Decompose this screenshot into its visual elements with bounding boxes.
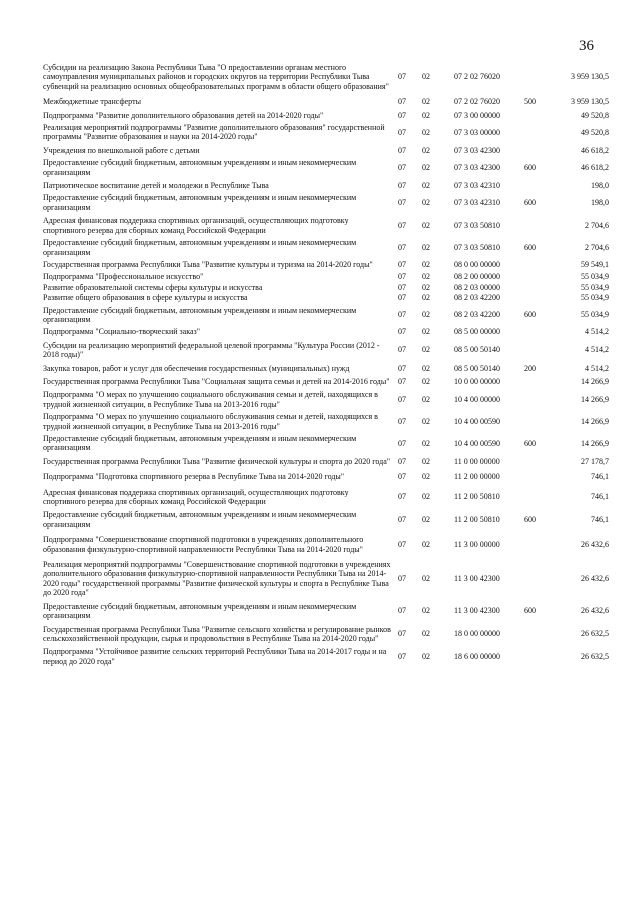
target-article-code: 07 3 00 00000 <box>454 110 500 120</box>
subsection-code: 02 <box>422 110 430 120</box>
expense-name: Субсидии на реализацию мероприятий федеральной целевой программы "Культура России (2012 - 2018 годы)" <box>43 340 380 360</box>
expense-type-code: 600 <box>524 606 536 616</box>
expense-name: Предоставление субсидий бюджетным, автономным учреждениям и иным некоммерческим организациям <box>43 238 357 257</box>
table-row <box>43 146 609 155</box>
expense-name: Адресная финансовая поддержка спортивных организаций, осуществляющих подготовку спортивного резерва для сборных команд Российской Федерации <box>43 216 349 235</box>
table-row <box>43 123 609 142</box>
amount: 55 034,9 <box>581 293 609 303</box>
target-article-code: 10 0 00 00000 <box>454 376 500 386</box>
target-article-code: 07 3 03 42300 <box>454 162 500 172</box>
section-code: 07 <box>398 327 406 337</box>
expense-type-code: 600 <box>524 242 536 252</box>
amount: 14 266,9 <box>581 416 609 426</box>
subsection-code: 02 <box>422 145 430 155</box>
table-row <box>43 341 609 360</box>
expense-name: Подпрограмма "Профессиональное искусство" <box>43 272 204 282</box>
target-article-code: 11 2 00 00000 <box>454 472 500 482</box>
section-code: 07 <box>398 162 406 172</box>
expense-name: Подпрограмма "Подготовка спортивного резерва в Республике Тыва на 2014-2020 годы" <box>43 472 345 482</box>
expense-name: Межбюджетные трансферты <box>43 97 141 107</box>
target-article-code: 07 3 03 42310 <box>454 181 500 191</box>
table-row <box>43 602 609 621</box>
table-row <box>43 560 609 598</box>
target-article-code: 08 0 00 00000 <box>454 259 500 269</box>
amount: 26 432,6 <box>581 539 609 549</box>
table-row <box>43 535 609 554</box>
subsection-code: 02 <box>422 395 430 405</box>
subsection-code: 02 <box>422 472 430 482</box>
table-row <box>43 472 609 481</box>
table-row <box>43 390 609 409</box>
table-row <box>43 457 609 466</box>
section-code: 07 <box>398 416 406 426</box>
section-code: 07 <box>398 145 406 155</box>
subsection-code: 02 <box>422 72 430 82</box>
table-row <box>43 272 609 281</box>
section-code: 07 <box>398 272 406 282</box>
amount: 14 266,9 <box>581 376 609 386</box>
target-article-code: 18 6 00 00000 <box>454 652 500 662</box>
table-row <box>43 434 609 453</box>
subsection-code: 02 <box>422 606 430 616</box>
expense-type-code: 600 <box>524 515 536 525</box>
table-row <box>43 377 609 386</box>
section-code: 07 <box>398 629 406 639</box>
subsection-code: 02 <box>422 652 430 662</box>
subsection-code: 02 <box>422 416 430 426</box>
table-row <box>43 260 609 269</box>
target-article-code: 11 3 00 00000 <box>454 539 500 549</box>
section-code: 07 <box>398 539 406 549</box>
target-article-code: 11 0 00 00000 <box>454 456 500 466</box>
subsection-code: 02 <box>422 272 430 282</box>
target-article-code: 11 2 00 50810 <box>454 515 500 525</box>
table-row <box>43 647 609 666</box>
expense-name: Учреждения по внешкольной работе с детьми <box>43 145 200 155</box>
subsection-code: 02 <box>422 181 430 191</box>
section-code: 07 <box>398 574 406 584</box>
target-article-code: 07 3 03 50810 <box>454 242 500 252</box>
subsection-code: 02 <box>422 310 430 320</box>
amount: 55 034,9 <box>581 310 609 320</box>
target-article-code: 10 4 00 00590 <box>454 416 500 426</box>
target-article-code: 08 2 00 00000 <box>454 272 500 282</box>
section-code: 07 <box>398 456 406 466</box>
section-code: 07 <box>398 652 406 662</box>
expense-name: Подпрограмма "О мерах по улучшению социального обслуживания семьи и детей, находящихся в трудной жизненной ситуации, в Республике Тыва на 2013-2016 годы" <box>43 390 378 409</box>
table-row <box>43 283 609 292</box>
target-article-code: 07 3 03 00000 <box>454 127 500 137</box>
expense-name: Закупка товаров, работ и услуг для обеспечения государственных (муниципальных) нужд <box>43 363 350 373</box>
subsection-code: 02 <box>422 376 430 386</box>
amount: 49 520,8 <box>581 127 609 137</box>
amount: 46 618,2 <box>581 145 609 155</box>
target-article-code: 08 2 03 42200 <box>454 310 500 320</box>
section-code: 07 <box>398 363 406 373</box>
expense-name: Предоставление субсидий бюджетным, автономным учреждениям и иным некоммерческим организациям <box>43 305 357 324</box>
target-article-code: 07 3 03 42310 <box>454 198 500 208</box>
amount: 26 632,5 <box>581 629 609 639</box>
amount: 26 432,6 <box>581 606 609 616</box>
table-row <box>43 293 609 302</box>
subsection-code: 02 <box>422 259 430 269</box>
amount: 198,0 <box>591 181 609 191</box>
subsection-code: 02 <box>422 282 430 292</box>
section-code: 07 <box>398 282 406 292</box>
section-code: 07 <box>398 438 406 448</box>
table-row <box>43 97 609 106</box>
section-code: 07 <box>398 259 406 269</box>
expense-name: Подпрограмма "Устойчивое развитие сельских территорий Республики Тыва на 2014-2017 годы и на период до 2020 года" <box>43 647 387 666</box>
table-row <box>43 193 609 212</box>
expense-name: Предоставление субсидий бюджетным, автономным учреждениям и иным некоммерческим организациям <box>43 434 357 453</box>
target-article-code: 11 3 00 42300 <box>454 606 500 616</box>
expense-name: Патриотическое воспитание детей и молодежи в Республике Тыва <box>43 181 269 191</box>
amount: 4 514,2 <box>585 363 609 373</box>
section-code: 07 <box>398 310 406 320</box>
table-row <box>43 238 609 257</box>
table-row <box>43 63 609 91</box>
expense-type-code: 200 <box>524 363 536 373</box>
expense-name: Подпрограмма "Социально-творческий заказ" <box>43 327 200 337</box>
amount: 746,1 <box>591 472 609 482</box>
subsection-code: 02 <box>422 127 430 137</box>
section-code: 07 <box>398 72 406 82</box>
target-article-code: 10 4 00 00590 <box>454 438 500 448</box>
target-article-code: 07 3 03 42300 <box>454 145 500 155</box>
subsection-code: 02 <box>422 162 430 172</box>
table-row <box>43 327 609 336</box>
target-article-code: 08 5 00 00000 <box>454 327 500 337</box>
amount: 198,0 <box>591 198 609 208</box>
expense-type-code: 500 <box>524 97 536 107</box>
expense-name: Государственная программа Республики Тыва "Развитие сельского хозяйства и регулирование рынков сельскохозяйственной продукции, сырья и продовольствия в Республике Тыва на 2014-2020 годы" <box>43 624 391 643</box>
page-number: 36 <box>579 38 594 54</box>
table-row <box>43 306 609 325</box>
subsection-code: 02 <box>422 198 430 208</box>
expense-name: Государственная программа Республики Тыва "Развитие культуры и туризма на 2014-2020 годы" <box>43 259 373 269</box>
target-article-code: 11 2 00 50810 <box>454 492 500 502</box>
amount: 26 432,6 <box>581 574 609 584</box>
expense-name: Государственная программа Республики Тыва "Социальная защита семьи и детей на 2014-2016 годы" <box>43 376 390 386</box>
amount: 26 632,5 <box>581 652 609 662</box>
section-code: 07 <box>398 345 406 355</box>
amount: 49 520,8 <box>581 110 609 120</box>
amount: 2 704,6 <box>585 242 609 252</box>
table-row <box>43 216 609 235</box>
amount: 746,1 <box>591 515 609 525</box>
section-code: 07 <box>398 293 406 303</box>
target-article-code: 07 3 03 50810 <box>454 220 500 230</box>
expense-name: Предоставление субсидий бюджетным, автономным учреждениям и иным некоммерческим организациям <box>43 193 357 212</box>
section-code: 07 <box>398 220 406 230</box>
amount: 4 514,2 <box>585 345 609 355</box>
section-code: 07 <box>398 606 406 616</box>
subsection-code: 02 <box>422 242 430 252</box>
expense-name: Подпрограмма "О мерах по улучшению социального обслуживания семьи и детей, находящихся в трудной жизненной ситуации, в Республике Тыва на 2013-2016 годы" <box>43 412 378 431</box>
target-article-code: 07 2 02 76020 <box>454 72 500 82</box>
expense-name: Реализация мероприятий подпрограммы "Совершенствование спортивной подготовки в учреждениях дополнительного образования физкультурно-спортивной направленности Республики Тыва на 2014-2020 годы" государственной программы "Развитие физической культуры и спорта в Республике Тыва до 2020 года" <box>43 560 391 598</box>
target-article-code: 18 0 00 00000 <box>454 629 500 639</box>
expense-name: Субсидии на реализацию Закона Республики Тыва "О предоставлении органам местного самоуправления муниципальных районов и городских округов на территории Республики Тыва субвенций на реализацию основных общеобразовательных программ в области общего образования" <box>43 63 389 91</box>
section-code: 07 <box>398 395 406 405</box>
subsection-code: 02 <box>422 438 430 448</box>
expense-name: Подпрограмма "Совершенствование спортивной подготовки в учреждениях дополнительного образования физкультурно-спортивной направленности Республики Тыва на 2014-2020 годы" <box>43 535 364 554</box>
target-article-code: 08 5 00 50140 <box>454 363 500 373</box>
subsection-code: 02 <box>422 327 430 337</box>
section-code: 07 <box>398 242 406 252</box>
amount: 14 266,9 <box>581 438 609 448</box>
expense-name: Развитие образовательной системы сферы культуры и искусства <box>43 282 263 292</box>
subsection-code: 02 <box>422 293 430 303</box>
amount: 27 178,7 <box>581 456 609 466</box>
budget-table <box>43 63 609 666</box>
subsection-code: 02 <box>422 220 430 230</box>
target-article-code: 08 2 03 00000 <box>454 282 500 292</box>
expense-type-code: 600 <box>524 198 536 208</box>
table-row <box>43 364 609 373</box>
amount: 59 549,1 <box>581 259 609 269</box>
amount: 3 959 130,5 <box>571 97 609 107</box>
table-row <box>43 510 609 529</box>
expense-name: Развитие общего образования в сфере культуры и искусства <box>43 293 248 303</box>
expense-name: Предоставление субсидий бюджетным, автономным учреждениям и иным некоммерческим организациям <box>43 601 357 621</box>
amount: 4 514,2 <box>585 327 609 337</box>
amount: 55 034,9 <box>581 272 609 282</box>
subsection-code: 02 <box>422 363 430 373</box>
expense-type-code: 600 <box>524 438 536 448</box>
table-row <box>43 158 609 177</box>
amount: 746,1 <box>591 492 609 502</box>
table-row <box>43 111 609 120</box>
subsection-code: 02 <box>422 629 430 639</box>
expense-name: Реализация мероприятий подпрограммы "Развитие дополнительного образования" государственной программы "Развитие образования и науки на 2014-2020 годы" <box>43 123 385 142</box>
amount: 3 959 130,5 <box>571 72 609 82</box>
section-code: 07 <box>398 181 406 191</box>
section-code: 07 <box>398 376 406 386</box>
target-article-code: 10 4 00 00000 <box>454 395 500 405</box>
amount: 14 266,9 <box>581 395 609 405</box>
table-row <box>43 181 609 190</box>
section-code: 07 <box>398 110 406 120</box>
table-row <box>43 625 609 644</box>
subsection-code: 02 <box>422 456 430 466</box>
subsection-code: 02 <box>422 515 430 525</box>
expense-type-code: 600 <box>524 162 536 172</box>
section-code: 07 <box>398 127 406 137</box>
table-row <box>43 488 609 507</box>
section-code: 07 <box>398 97 406 107</box>
target-article-code: 08 5 00 50140 <box>454 345 500 355</box>
subsection-code: 02 <box>422 539 430 549</box>
expense-name: Адресная финансовая поддержка спортивных организаций, осуществляющих подготовку спортивного резерва для сборных команд Российской Федерации <box>43 487 349 507</box>
subsection-code: 02 <box>422 97 430 107</box>
expense-name: Государственная программа Республики Тыва "Развитие физической культуры и спорта до 2020 года" <box>43 456 391 466</box>
amount: 2 704,6 <box>585 220 609 230</box>
section-code: 07 <box>398 492 406 502</box>
amount: 46 618,2 <box>581 162 609 172</box>
expense-name: Предоставление субсидий бюджетным, автономным учреждениям и иным некоммерческим организациям <box>43 510 357 529</box>
expense-type-code: 600 <box>524 310 536 320</box>
expense-name: Подпрограмма "Развитие дополнительного образования детей на 2014-2020 годы" <box>43 110 324 120</box>
subsection-code: 02 <box>422 492 430 502</box>
section-code: 07 <box>398 472 406 482</box>
target-article-code: 11 3 00 42300 <box>454 574 500 584</box>
expense-name: Предоставление субсидий бюджетным, автономным учреждениям и иным некоммерческим организациям <box>43 158 357 177</box>
section-code: 07 <box>398 515 406 525</box>
subsection-code: 02 <box>422 574 430 584</box>
target-article-code: 08 2 03 42200 <box>454 293 500 303</box>
subsection-code: 02 <box>422 345 430 355</box>
table-row <box>43 412 609 431</box>
amount: 55 034,9 <box>581 282 609 292</box>
target-article-code: 07 2 02 76020 <box>454 97 500 107</box>
section-code: 07 <box>398 198 406 208</box>
